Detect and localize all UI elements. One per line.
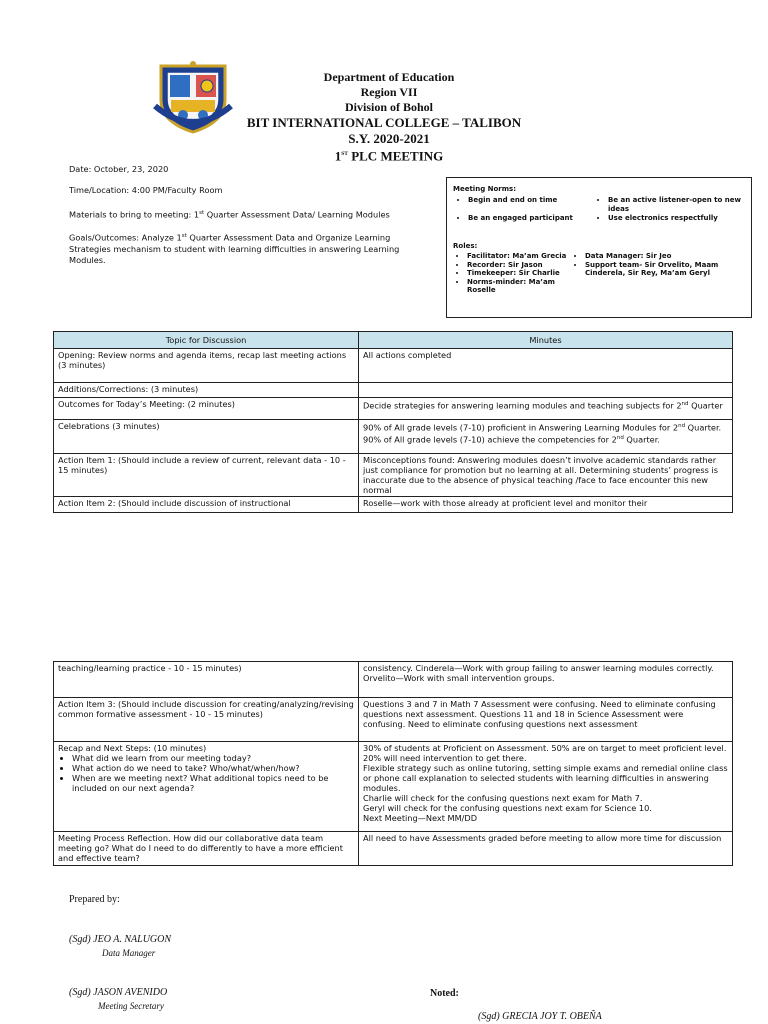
topic-cell: Meeting Process Reflection. How did our collaborative data team meeting go? What do I need to do differently to have a more efficient and effective team? <box>54 832 359 866</box>
topic-cell: Action Item 2: (Should include discussion of instructional <box>54 497 359 513</box>
table-row <box>54 349 733 383</box>
table-row <box>54 420 733 454</box>
topic-cell: Additions/Corrections: (3 minutes) <box>54 383 359 398</box>
meeting-title: PLC MEETING <box>351 148 444 164</box>
table-header-row <box>54 332 733 349</box>
meeting-date: Date: October, 23, 2020 <box>69 164 169 174</box>
minutes-cell: Roselle—work with those already at proficient level and monitor their <box>359 497 733 513</box>
minutes-cell <box>359 383 733 398</box>
table-row <box>54 662 733 698</box>
minutes-cell <box>359 398 733 420</box>
minutes-text: Next Meeting—Next MM/DD <box>363 813 478 823</box>
minutes-cell <box>359 420 733 454</box>
topic-cell: teaching/learning practice - 10 - 15 minutes) <box>54 662 359 698</box>
minutes-text: Charlie will check for the confusing questions next exam for Math 7. <box>363 793 643 803</box>
recap-bullet: • When are we meeting next? What additional topics need to be included on our next agenda? <box>72 773 354 793</box>
signatory-name: (Sgd) JASON AVENIDO <box>69 987 168 998</box>
roles-title: Roles: <box>453 242 478 250</box>
minutes-cell: All need to have Assessments graded before meeting to allow more time for discussion <box>359 832 733 866</box>
role-item: • Data Manager: Sir Jeo <box>585 252 749 261</box>
dept-heading: Department of Education <box>323 70 455 84</box>
norm-item: • Be an active listener-open to new ideas <box>608 196 745 213</box>
topic-time: (3 minutes) <box>58 360 106 370</box>
minutes-sup: nd <box>681 401 689 407</box>
signatory-name: (Sgd) GRECIA JOY T. OBEÑA <box>478 1011 602 1022</box>
role-item: • Norms-minder: Ma’am Roselle <box>467 278 583 295</box>
topic-text: Recap and Next Steps: (10 minutes) <box>58 743 207 753</box>
prepared-by-label: Prepared by: <box>69 894 120 905</box>
table-row <box>54 497 733 513</box>
goals-text-post: Quarter Assessment Data and Organize Learning Strategies mechanism to student with learning difficulties in answering Learning Modules. <box>69 232 400 265</box>
role-item: • Timekeeper: Sir Charlie <box>467 269 583 278</box>
meeting-norms-box <box>446 177 752 318</box>
minutes-cell: All actions completed <box>359 349 733 383</box>
norm-item: • Use electronics respectfully <box>608 214 745 223</box>
role-item: • Facilitator: Ma’am Grecia <box>467 252 583 261</box>
minutes-text: Decide strategies for answering learning modules and teaching subjects for 2 <box>363 400 682 411</box>
role-item: • Support team- Sir Orvelito, Maam Cinderela, Sir Rey, Ma’am Geryl <box>585 261 749 278</box>
meeting-materials <box>69 208 439 221</box>
minutes-text: Geryl will check for the confusing questions next exam for Science 10. <box>363 803 652 813</box>
region-heading: Region VII <box>360 85 418 99</box>
norms-title: Meeting Norms: <box>453 185 517 193</box>
division-heading: Division of Bohol <box>344 100 434 114</box>
minutes-cell: consistency. Cinderela—Work with group failing to answer learning modules correctly. Orvelito—Work with small intervention groups. <box>359 662 733 698</box>
meeting-heading <box>5 147 768 163</box>
topic-cell <box>54 742 359 832</box>
minutes-cell <box>359 742 733 832</box>
minutes-text-post: Quarter. <box>685 422 722 433</box>
minutes-table-continued <box>53 661 733 866</box>
minutes-sup: nd <box>616 434 624 441</box>
signatory-role: Meeting Secretary <box>98 1001 164 1011</box>
minutes-text-post: Quarter <box>688 400 723 411</box>
meeting-goals <box>69 231 429 266</box>
minutes-text: 30% of students at Proficient on Assessment. 50% are on target to meet proficient level. 20% will need intervention to get there. <box>363 743 727 763</box>
table-row <box>54 698 733 742</box>
goals-text: Goals/Outcomes: Analyze 1 <box>69 232 182 243</box>
minutes-sup: nd <box>678 423 686 429</box>
materials-text: Materials to bring to meeting: 1 <box>69 209 200 220</box>
minutes-cell: Misconceptions found: Answering modules doesn’t involve academic standards rather just compliance for promotion but no learning at all. Determining students’ progress is inaccurate due to the absence of physical teaching /face to face encounter this new normal <box>359 454 733 497</box>
meeting-number: 1 <box>334 148 342 164</box>
minutes-table <box>53 331 733 513</box>
school-heading <box>0 115 768 130</box>
school-name: BIT INTERNATIONAL COLLEGE – TALIBON <box>246 115 522 130</box>
col-topic-header: Topic for Discussion <box>54 332 359 349</box>
table-row <box>54 832 733 866</box>
table-row <box>54 742 733 832</box>
sy-heading: S.Y. 2020-2021 <box>348 131 430 146</box>
table-row <box>54 398 733 420</box>
table-row <box>54 454 733 497</box>
signatory-name: (Sgd) JEO A. NALUGON <box>69 934 172 945</box>
topic-cell: Celebrations (3 minutes) <box>54 420 359 454</box>
topic-cell: Action Item 1: (Should include a review of current, relevant data - 10 - 15 minutes) <box>54 454 359 497</box>
noted-label: Noted: <box>430 988 459 999</box>
recap-bullet: • What did we learn from our meeting today? <box>72 753 354 763</box>
topic-text: Opening: Review norms and agenda items, recap last meeting actions <box>58 350 347 360</box>
meeting-ordinal: ST <box>341 151 348 157</box>
minutes-text-post: Quarter. <box>623 434 660 445</box>
minutes-text: 90% of All grade levels (7-10) achieve the competencies for 2 <box>363 434 617 445</box>
materials-text-post: Quarter Assessment Data/ Learning Modules <box>204 209 390 220</box>
meeting-time-location: Time/Location: 4:00 PM/Faculty Room <box>69 185 223 195</box>
signatory-role: Data Manager <box>102 948 156 958</box>
minutes-text: 90% of All grade levels (7-10) proficient in Answering Learning Modules for 2 <box>363 422 679 433</box>
norm-item: • Be an engaged participant <box>468 214 595 223</box>
minutes-cell: Questions 3 and 7 in Math 7 Assessment were confusing. Need to eliminate confusing questions next assessment. Questions 11 and 18 in Science Assessment were confusing. Need to eliminate confusing questions next assessment <box>359 698 733 742</box>
goals-sup: st <box>181 233 187 239</box>
role-item: • Recorder: Sir Jason <box>467 261 583 270</box>
col-minutes-header: Minutes <box>359 332 733 349</box>
topic-cell: Action Item 3: (Should include discussion for creating/analyzing/revising common formative assessment - 10 - 15 minutes) <box>54 698 359 742</box>
norm-item: • Begin and end on time <box>468 196 595 205</box>
materials-sup: st <box>199 210 205 216</box>
minutes-text: Flexible strategy such as online tutoring, setting simple exams and remedial online class or phone call explanation to selected students with learning difficulties in answering modules. <box>363 763 728 793</box>
recap-bullet: • What action do we need to take? Who/what/when/how? <box>72 763 354 773</box>
topic-cell <box>54 349 359 383</box>
topic-cell: Outcomes for Today’s Meeting: (2 minutes) <box>54 398 359 420</box>
table-row <box>54 383 733 398</box>
